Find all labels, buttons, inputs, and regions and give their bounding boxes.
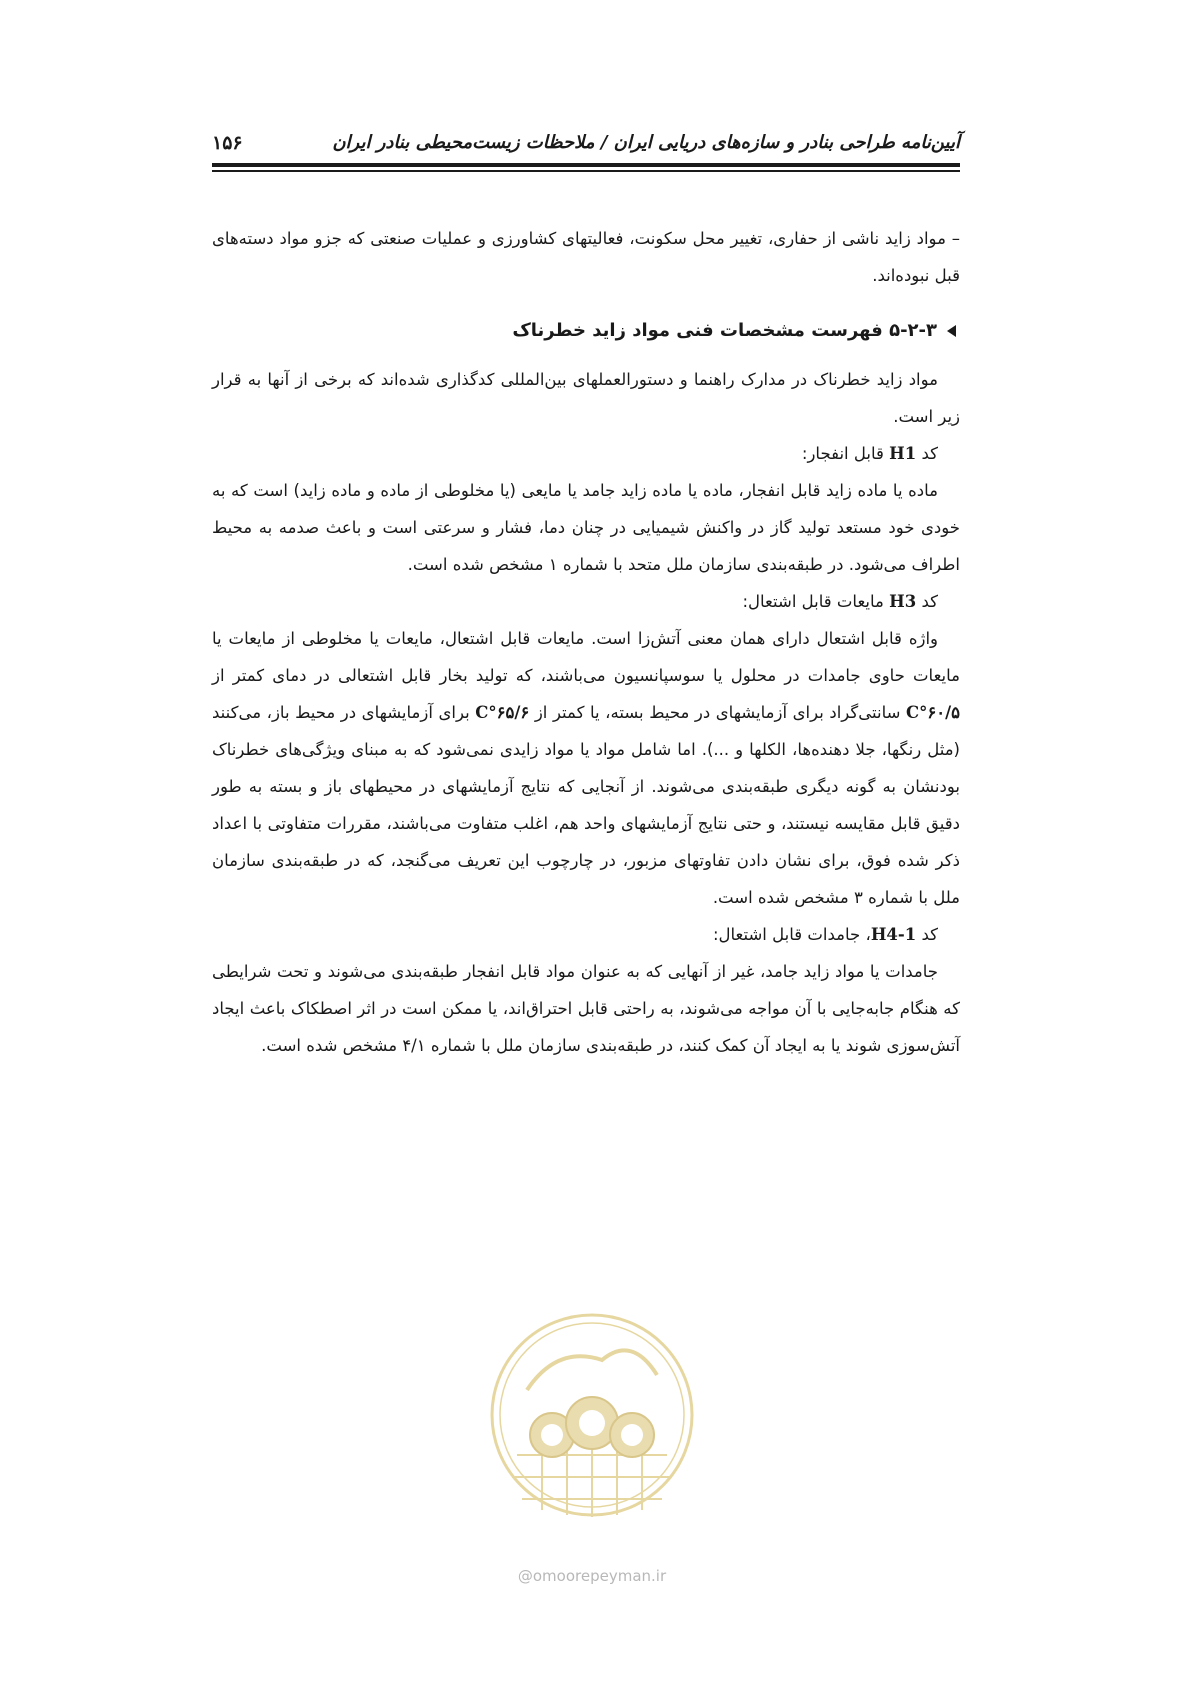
code-h1-label (212, 435, 960, 472)
code-h1-title: قابل انفجار: (801, 444, 884, 463)
code-h3-text-3: برای آزمایشهای در محیط باز، می‌کنند (مثل رنگها، جلا دهنده‌ها، الکلها و ...). اما شامل مواد یا مواد زایدی نمی‌شود که به مبنای ویژگی‌های خطرناک بودنشان به گونه دیگری طبقه‌بندی می‌شوند. از آنجایی که نتایج آزمایشهای در محیطهای باز و بسته به طور دقیق قابل مقایسه نیستند، و حتی نتایج آزمایشهای واحد هم، اغلب متفاوت می‌باشند، مقررات متفاوتی با اعداد ذکر شده فوق، برای نشان دادن تفاوتهای مزبور، در چارچوب این تعریف می‌گنجد، که در طبقه‌بندی سازمان ملل با شماره ۳ مشخص شده است. (212, 703, 960, 907)
code-h1-paragraph: ماده یا ماده زاید قابل انفجار، ماده یا ماده زاید جامد یا مایعی (یا مخلوطی از ماده و ماده زاید) است که به خودی خود مستعد تولید گاز در واکنش شیمیایی در چنان دما، فشار و سرعتی است و باعث صدمه به محیط اطراف می‌شود. در طبقه‌بندی سازمان ملل متحد با شماره ۱ مشخص شده است. (212, 481, 960, 574)
temperature-value-1: ۶۰/۵°C (905, 703, 960, 722)
code-h3-text-1: واژه قابل اشتعال دارای همان معنی آتش‌زا است. مایعات قابل اشتعال، مایعات یا مخلوطی از مایعات یا مایعات حاوی جامدات در محلول یا سوسپانسیون می‌باشند، که تولید بخار قابل اشتعالی در دمای کمتر از (212, 629, 960, 685)
triangle-bullet-icon (947, 325, 956, 337)
code-h4-1-paragraph: جامدات یا مواد زاید جامد، غیر از آنهایی که به عنوان مواد قابل انفجار طبقه‌بندی می‌شوند و تحت شرایطی که هنگام جابه‌جایی با آن مواجه می‌شوند، به راحتی قابل احتراق‌اند، یا ممکن است در اثر اصطکاک باعث ایجاد آتش‌سوزی شوند یا به ایجاد آن کمک کنند، در طبقه‌بندی سازمان ملل با شماره ۴/۱ مشخص شده است. (212, 962, 960, 1055)
watermark-url: @omoorepeyman.ir (517, 1567, 667, 1585)
page-header (212, 128, 960, 158)
code-h3-paragraph (212, 620, 960, 916)
header-rule-thick (212, 163, 960, 167)
running-header-title: آیین‌نامه طراحی بنادر و سازه‌های دریایی ایران / ملاحظات زیست‌محیطی بنادر ایران (332, 132, 960, 153)
page-number: ۱۵۶ (212, 132, 243, 154)
code-prefix: کد (921, 592, 938, 611)
section-intro-paragraph: مواد زاید خطرناک در مدارک راهنما و دستورالعملهای بین‌المللی کدگذاری شده‌اند که برخی از آنها به قرار زیر است. (212, 370, 960, 426)
temperature-value-2: ۶۵/۶°C (475, 703, 530, 722)
code-h4-1: H4-1 (870, 925, 917, 944)
code-h3-text-2: سانتی‌گراد برای آزمایشهای در محیط بسته، یا کمتر از (534, 703, 901, 722)
code-h1: H1 (889, 444, 917, 463)
section-heading (212, 312, 960, 349)
code-prefix: کد (921, 925, 938, 944)
code-prefix: کد (921, 444, 938, 463)
code-h3-title: مایعات قابل اشتعال: (742, 592, 884, 611)
code-h3-label (212, 583, 960, 620)
page-body (212, 220, 960, 1064)
code-h4-1-label (212, 916, 960, 953)
section-heading-text: ۵-۲-۳ فهرست مشخصات فنی مواد زاید خطرناک (512, 320, 937, 341)
watermark-logo-icon (482, 1305, 702, 1560)
watermark (482, 1305, 702, 1605)
dash-paragraph: – مواد زاید ناشی از حفاری، تغییر محل سکونت، فعالیتهای کشاورزی و عملیات صنعتی که جزو مواد دسته‌های قبل نبوده‌اند. (212, 229, 960, 285)
header-rule-thin (212, 170, 960, 172)
code-h4-1-title: ، جامدات قابل اشتعال: (712, 925, 871, 944)
code-h3: H3 (889, 592, 917, 611)
